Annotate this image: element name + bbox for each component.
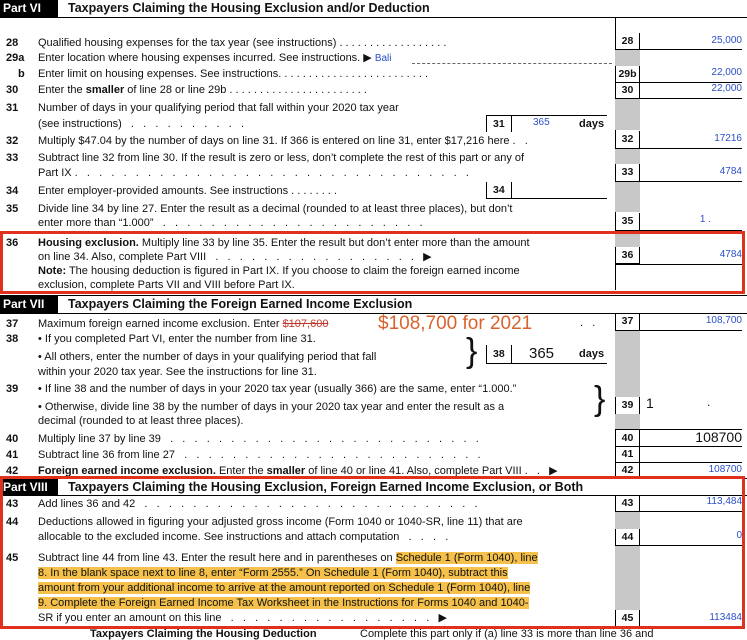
line-34-text: Enter employer-provided amounts. See instructions . . . . . . . .	[38, 185, 337, 197]
part6-header	[0, 0, 747, 18]
line-35-amount[interactable]: 1 .	[699, 214, 711, 225]
line-35-box: 35	[615, 213, 640, 230]
line-43-amount[interactable]: 113,484	[706, 496, 742, 507]
line-number: 31	[6, 102, 19, 114]
line-number: 42	[6, 465, 19, 477]
line-45-text3: amount from your additional income to arrive at the amount reported on Schedule 1 (Form 1040), line	[38, 582, 531, 594]
line-39-text: • If line 38 and the number of days in your 2020 tax year (usually 366) are the same, enter “1.000.”	[38, 383, 517, 395]
line-29b-text: Enter limit on housing expenses. See instructions. . . . . . . . . . . . . . . . . . . . . . . . .	[38, 68, 429, 80]
line-40-amount[interactable]: 108700	[695, 429, 742, 445]
line-number: 28	[6, 37, 19, 49]
line-39-amount[interactable]: 1	[646, 395, 654, 411]
line-32-box: 32	[615, 131, 640, 148]
line-42-box: 42	[615, 463, 640, 478]
inline-box-label: 38	[493, 348, 505, 360]
line-28-amount[interactable]: 25,000	[711, 35, 742, 46]
line-number: 36	[6, 237, 19, 249]
line-36-text: Housing exclusion. Multiply line 33 by line 35. Enter the result but don’t enter more than the amount	[38, 237, 530, 249]
line-44-text2: allocable to the excluded income. See instructions and attach computation . . . .	[38, 531, 449, 543]
inline-box-divider	[511, 116, 512, 132]
line-31-text2: (see instructions) . . . . . . . . . .	[38, 118, 245, 130]
line-36-amount[interactable]: 4784	[719, 249, 742, 260]
line-39-text2: • Otherwise, divide line 38 by the number of days in your 2020 tax year and enter the result as a	[38, 401, 505, 413]
line-44-box: 44	[615, 529, 640, 545]
line-number: 40	[6, 433, 19, 445]
part9-title-cut: Taxpayers Claiming the Housing Deduction	[90, 628, 317, 640]
line-34-inline-box	[486, 182, 607, 199]
line-30-box: 30	[615, 83, 640, 98]
line-41-box: 41	[615, 447, 640, 462]
line-38-inline-box	[486, 345, 607, 364]
shaded-cell	[615, 50, 640, 66]
line-43-text: Add lines 36 and 42 . . . . . . . . . . . . . . . . . . . . . . . . . . . .	[38, 498, 478, 510]
days-unit: days	[579, 348, 605, 360]
line-38-days-value[interactable]: 365	[529, 345, 555, 362]
line-number: 41	[6, 449, 19, 461]
line-32-amount[interactable]: 17216	[714, 133, 742, 144]
line-41-text: Subtract line 36 from line 27 . . . . . . . . . . . . . . . . . . . . . . . . .	[38, 449, 481, 461]
line-33-amount[interactable]: 4784	[719, 166, 742, 177]
shaded-cell	[615, 149, 640, 164]
line-32-text: Multiply $47.04 by the number of days on line 31. If 366 is entered on line 31, enter $17,216 here . .	[38, 135, 528, 147]
line-45-text: Subtract line 44 from line 43. Enter the result here and in parentheses on Schedule 1 (Form 1040), line	[38, 552, 538, 564]
line-44-text: Deductions allowed in figuring your adjusted gross income (Form 1040 or 1040-SR, line 11) that are	[38, 516, 523, 528]
line-35-text2: enter more than “1.000” . . . . . . . . . . . . . . . . . . . . . .	[38, 217, 423, 229]
line-33-text: Subtract line 32 from line 30. If the result is zero or less, don’t complete the rest of this part or any of	[38, 152, 525, 164]
line-39-text3: decimal (rounded to at least three places).	[38, 415, 244, 427]
location-underline	[412, 63, 612, 64]
part9-tail-cut: Complete this part only if (a) line 33 is more than line 36 and	[360, 628, 654, 640]
line-31-days-value[interactable]: 365	[533, 117, 550, 128]
line-36-text2: on line 34. Also, complete Part VIII . . . . . . . . . . . . . . . . . ▶	[38, 251, 432, 263]
line-28-box: 28	[615, 33, 640, 49]
line-number: 44	[6, 516, 19, 528]
line-30-text: Enter the smaller of line 28 or line 29b . . . . . . . . . . . . . . . . . . . . . . .	[38, 84, 367, 96]
line-33-box: 33	[615, 164, 640, 181]
line-29b-amount[interactable]: 22,000	[711, 67, 742, 78]
part6-title: Taxpayers Claiming the Housing Exclusion and/or Deduction	[68, 1, 430, 15]
line-45-text5: SR if you enter an amount on this line . . . . . . . . . . . . . . . . . ▶	[38, 612, 447, 624]
line-37-box: 37	[615, 313, 640, 330]
line-31-inline-box	[486, 115, 607, 132]
line-39-box: 39	[615, 397, 640, 414]
inline-box-label: 31	[493, 118, 505, 130]
line-31-text: Number of days in your qualifying period that fall within your 2020 tax year	[38, 102, 399, 114]
brace: }	[466, 332, 478, 370]
line-number: 33	[6, 152, 19, 164]
line-38-text2: • All others, enter the number of days in your qualifying period that fall	[38, 351, 377, 363]
line-42-text: Foreign earned income exclusion. Enter the smaller of line 40 or line 41. Also, complete Part VIII . . ▶	[38, 465, 558, 477]
line-45-text2: 8. In the blank space next to line 8, enter “Form 2555.” On Schedule 1 (Form 1040), subtract this	[38, 567, 508, 579]
line-43-box: 43	[615, 495, 640, 511]
part7-title: Taxpayers Claiming the Foreign Earned Income Exclusion	[68, 297, 413, 311]
line-45-amount[interactable]: 113484	[709, 612, 742, 623]
highlight-frame-line-36	[0, 231, 745, 294]
line-number: 45	[6, 552, 19, 564]
inline-box-label: 34	[493, 184, 505, 196]
line-36-box: 36	[615, 247, 640, 264]
line-number: 39	[6, 383, 19, 395]
line-45-text4: 9. Complete the Foreign Earned Income Tax Worksheet in the Instructions for Forms 1040 and 1040-	[38, 597, 529, 609]
part7-label: Part VII	[0, 296, 58, 313]
line-40-box: 40	[615, 430, 640, 446]
days-unit: days	[579, 118, 605, 130]
highlight-frame-part-8	[0, 476, 745, 629]
line-number: b	[18, 68, 25, 80]
line-36-note: Note: The housing deduction is figured in Part IX. If you choose to claim the foreign earned income	[38, 265, 520, 277]
line-29b-box: 29b	[615, 66, 640, 82]
inline-box-divider	[511, 345, 512, 363]
line-44-amount[interactable]: 0	[736, 530, 742, 541]
line-38-text3: within your 2020 tax year. See the instructions for line 31.	[38, 366, 317, 378]
part8-label: Part VIII	[0, 479, 58, 495]
line-28-text: Qualified housing expenses for the tax year (see instructions) . . . . . . . . . . . . . . . . . .	[38, 37, 447, 49]
leader-dots: . .	[580, 317, 596, 329]
shaded-cell	[615, 381, 640, 397]
brace: }	[594, 380, 606, 418]
line-30-amount[interactable]: 22,000	[711, 83, 742, 94]
inline-box-divider	[511, 182, 512, 198]
line-number: 35	[6, 203, 19, 215]
line-37-amount[interactable]: 108,700	[705, 315, 742, 326]
shaded-cell	[615, 331, 640, 381]
line-36-note2: exclusion, complete Parts VII and VIII before Part IX.	[38, 279, 295, 291]
line-number: 37	[6, 318, 19, 330]
handwritten-annotation: $108,700 for 2021	[378, 313, 533, 334]
line-number: 32	[6, 135, 19, 147]
line-number: 30	[6, 84, 19, 96]
line-number: 43	[6, 498, 19, 510]
part6-label: Part VI	[0, 0, 58, 17]
line-39-decimal: .	[707, 395, 711, 409]
shaded-cell	[615, 182, 640, 212]
line-37-text: Maximum foreign earned income exclusion. Enter $107,600	[38, 318, 329, 330]
line-45-box: 45	[615, 610, 640, 627]
line-40-text: Multiply line 37 by line 39 . . . . . . . . . . . . . . . . . . . . . . . . . .	[38, 433, 479, 445]
line-number: 38	[6, 333, 19, 345]
line-42-amount[interactable]: 108700	[708, 464, 742, 475]
shaded-cell	[615, 414, 640, 429]
part8-title: Taxpayers Claiming the Housing Exclusion, Foreign Earned Income Exclusion, or Both	[68, 480, 584, 494]
shaded-cell	[615, 99, 640, 130]
line-35-text: Divide line 34 by line 27. Enter the result as a decimal (rounded to at least three places), but don’t	[38, 203, 513, 215]
line-29a-text: Enter location where housing expenses incurred. See instructions. ▶ Bali	[38, 52, 392, 64]
line-29a-location[interactable]: Bali	[374, 53, 392, 64]
line-number: 29a	[6, 52, 25, 64]
line-33-text2: Part IX . . . . . . . . . . . . . . . . . . . . . . . . . . . . . . . . .	[38, 167, 469, 179]
line-number: 34	[6, 185, 19, 197]
part7-header	[0, 295, 747, 314]
line-38-text: • If you completed Part VI, enter the number from line 31.	[38, 333, 316, 345]
